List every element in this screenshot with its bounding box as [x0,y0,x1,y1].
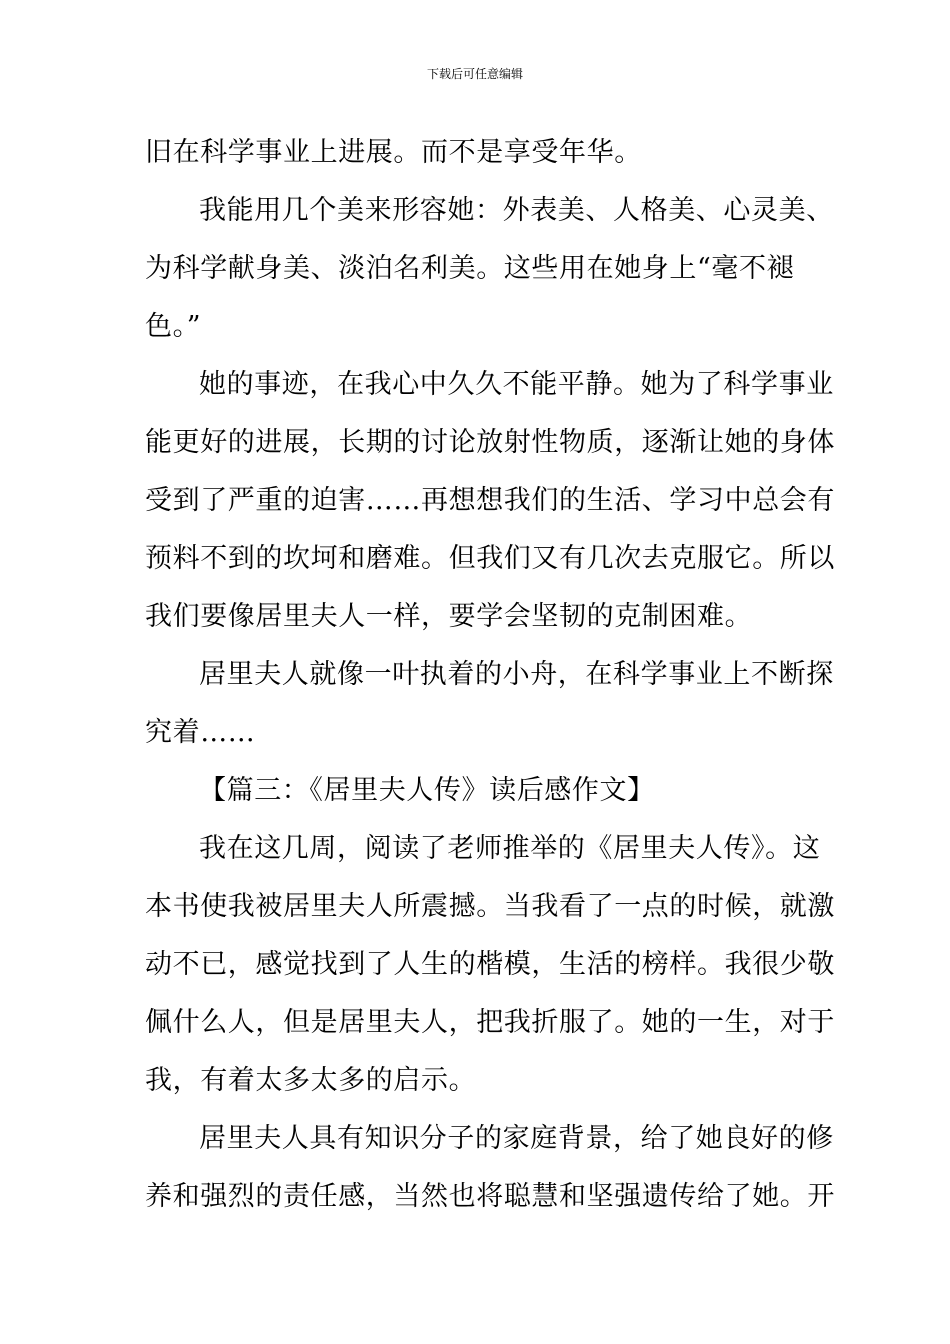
paragraph-line: 居里夫人具有知识分子的家庭背景，给了她良好的修 [199,1123,834,1154]
section-heading-text: 【篇三：《居里夫人传》读后感作文】 [199,775,655,806]
paragraph-line: 本书使我被居里夫人所震撼。当我看了一点的时候，就激 [145,891,835,922]
paragraph-line: 我们要像居里夫人一样，要学会坚韧的克制困难。 [145,601,753,632]
paragraph-line: 居里夫人就像一叶执着的小舟，在科学事业上不断探 [199,659,834,690]
paragraph-line: 佩什么人，但是居里夫人，把我折服了。她的一生，对于 [145,1007,835,1038]
paragraph-line: 能更好的进展，长期的讨论放射性物质，逐渐让她的身体 [145,427,835,458]
paragraph [145,820,835,1110]
paragraph [145,646,834,762]
paragraph-line: 究着…… [145,717,256,748]
document-body [145,124,835,1226]
paragraph-line: 我，有着太多太多的启示。 [145,1065,477,1096]
paragraph [145,182,834,356]
page-header: 下载后可任意编辑 [426,67,523,81]
paragraph [145,356,835,646]
section-heading [145,762,811,820]
paragraph-line: 旧在科学事业上进展。而不是享受年华。 [145,137,642,168]
paragraph-line: 她的事迹，在我心中久久不能平静。她为了科学事业 [199,369,834,400]
paragraph-line: 动不已，感觉找到了人生的楷模，生活的榜样。我很少敬 [145,949,835,980]
paragraph-line: 养和强烈的责任感，当然也将聪慧和坚强遗传给了她。开 [145,1181,835,1212]
paragraph-line: 我能用几个美来形容她：外表美、人格美、心灵美、 [199,195,834,226]
paragraph-line: 我在这几周，阅读了老师推举的《居里夫人传》。这 [199,833,821,864]
paragraph-line: 色。” [145,311,202,342]
paragraph-line: 受到了严重的迫害……再想想我们的生活、学习中总会有 [145,485,835,516]
paragraph-line: 为科学献身美、淡泊名利美。这些用在她身上“毫不褪 [145,253,795,284]
paragraph-line: 预料不到的坎坷和磨难。但我们又有几次去克服它。所以 [145,543,835,574]
paragraph [145,124,811,182]
paragraph [145,1110,835,1226]
